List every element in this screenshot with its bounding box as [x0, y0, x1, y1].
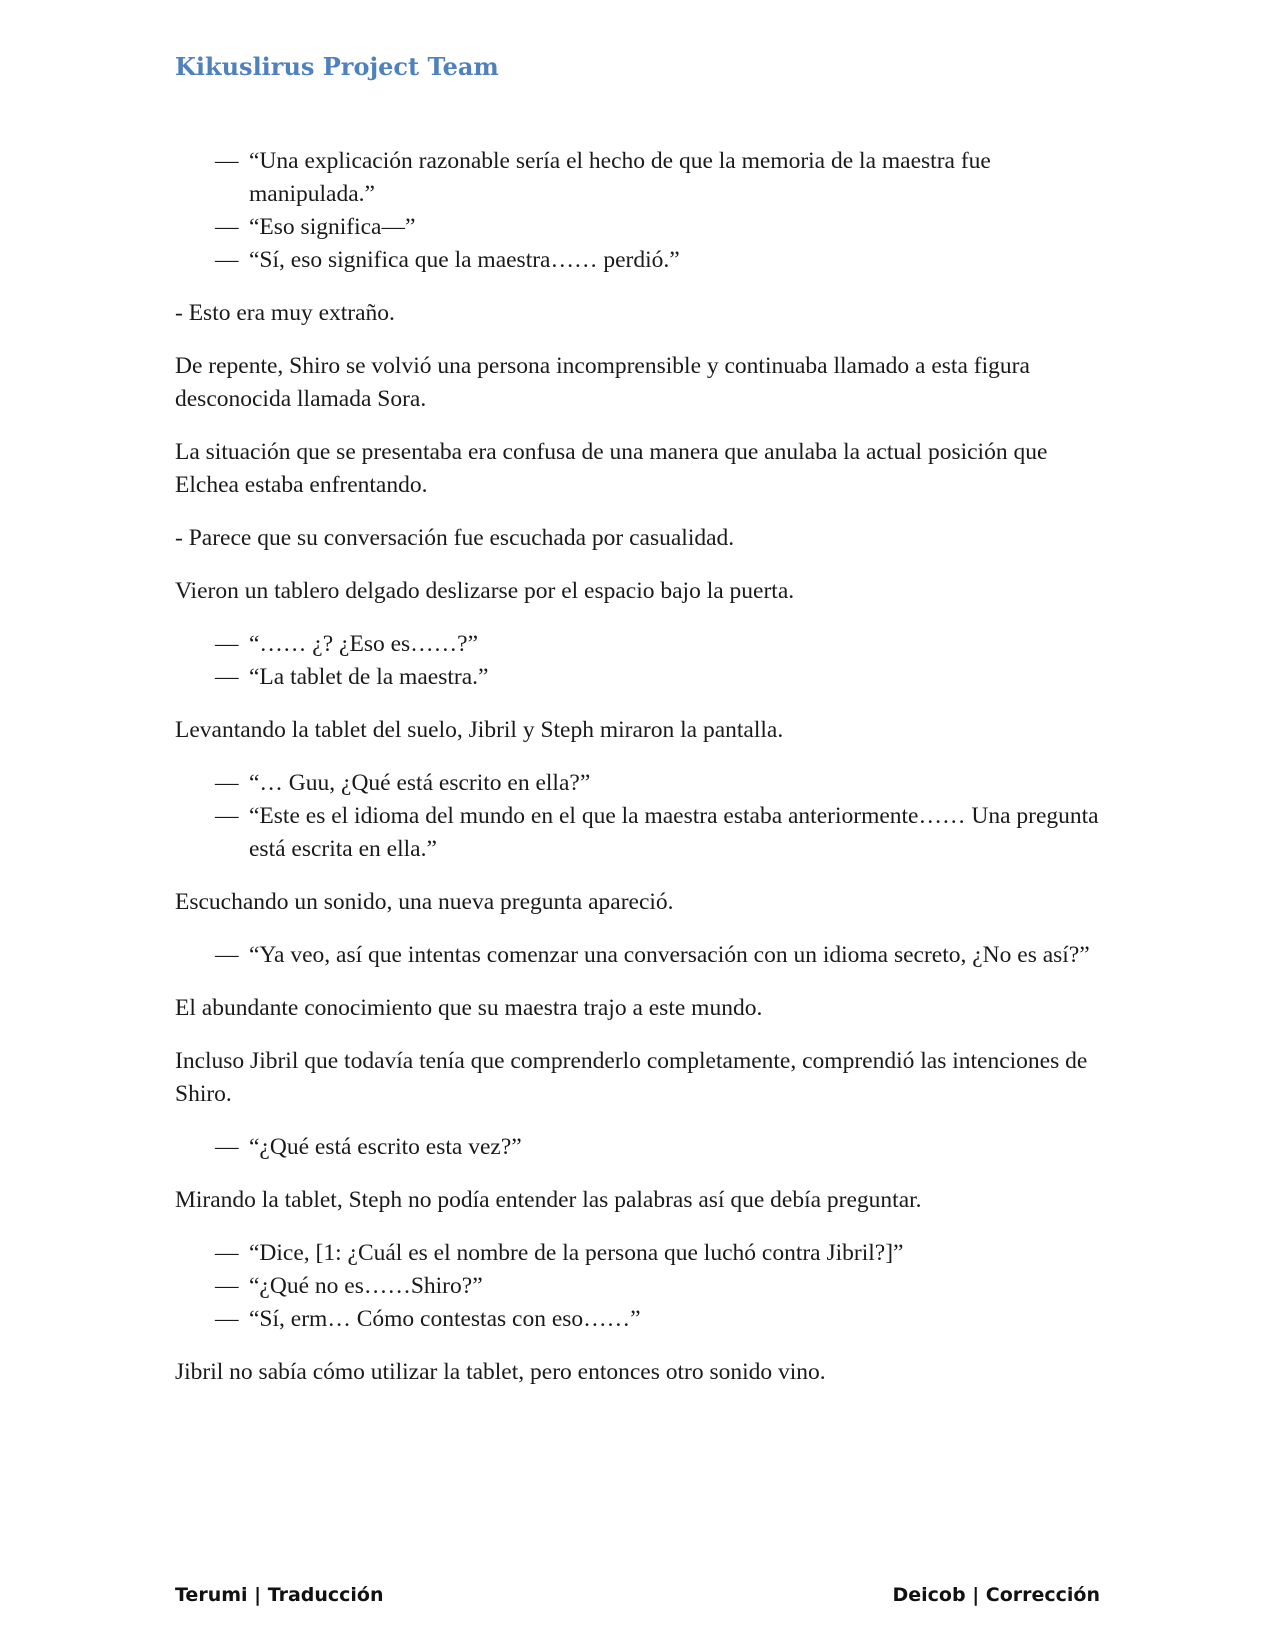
paragraph: De repente, Shiro se volvió una persona incomprensible y continuaba llamado a esta figura desconocida llamada Sora. — [175, 353, 1030, 412]
dash-bullet: — — [215, 1306, 239, 1332]
paragraph: Escuchando un sonido, una nueva pregunta apareció. — [175, 889, 674, 915]
dialogue-line — [175, 1303, 1100, 1336]
dialogue-text: “¿Qué está escrito esta vez?” — [249, 1134, 522, 1160]
dialogue-line — [175, 244, 1100, 277]
paragraph: Vieron un tablero delgado deslizarse por el espacio bajo la puerta. — [175, 578, 795, 604]
dialogue-line — [175, 661, 1100, 694]
dialogue-line — [175, 767, 1100, 800]
dialogue-line — [175, 800, 1100, 866]
dialogue-text: “Eso significa—” — [249, 214, 416, 240]
dialogue-list — [175, 939, 1100, 972]
paragraph: Mirando la tablet, Steph no podía entender las palabras así que debía preguntar. — [175, 1187, 922, 1213]
paragraph: - Esto era muy extraño. — [175, 300, 395, 326]
dialogue-line — [175, 1270, 1100, 1303]
page-footer — [175, 1584, 1100, 1606]
paragraph: El abundante conocimiento que su maestra trajo a este mundo. — [175, 995, 763, 1021]
dialogue-text: “Sí, eso significa que la maestra…… perdió.” — [249, 247, 680, 273]
dialogue-text: “Una explicación razonable sería el hecho de que la memoria de la maestra fue manipulada.” — [249, 148, 991, 207]
paragraph: La situación que se presentaba era confusa de una manera que anulaba la actual posición que Elchea estaba enfrentando. — [175, 439, 1048, 498]
dialogue-line — [175, 211, 1100, 244]
dialogue-line — [175, 145, 1100, 211]
paragraph: - Parece que su conversación fue escuchada por casualidad. — [175, 525, 735, 551]
dash-bullet: — — [215, 770, 239, 796]
dash-bullet: — — [215, 247, 239, 273]
footer-translation-credit: Terumi | Traducción — [175, 1584, 384, 1606]
dash-bullet: — — [215, 1240, 239, 1266]
dialogue-line — [175, 1237, 1100, 1270]
dialogue-line — [175, 939, 1100, 972]
dialogue-text: “¿Qué no es……Shiro?” — [249, 1273, 483, 1299]
dialogue-text: “Este es el idioma del mundo en el que la maestra estaba anteriormente…… Una pregunta está escrita en ella.” — [249, 803, 1099, 862]
dash-bullet: — — [215, 664, 239, 690]
dialogue-text: “…… ¿? ¿Eso es……?” — [249, 631, 479, 657]
dash-bullet: — — [215, 803, 239, 829]
dialogue-list — [175, 1237, 1100, 1336]
page-header-title: Kikuslirus Project Team — [175, 52, 499, 81]
dialogue-line — [175, 1131, 1100, 1164]
document-body — [175, 145, 1100, 1409]
dialogue-list — [175, 145, 1100, 277]
dialogue-text: “… Guu, ¿Qué está escrito en ella?” — [249, 770, 591, 796]
dialogue-list — [175, 1131, 1100, 1164]
dialogue-text: “La tablet de la maestra.” — [249, 664, 489, 690]
dash-bullet: — — [215, 1134, 239, 1160]
dash-bullet: — — [215, 148, 239, 174]
dash-bullet: — — [215, 942, 239, 968]
dialogue-line — [175, 628, 1100, 661]
dash-bullet: — — [215, 214, 239, 240]
dialogue-list — [175, 628, 1100, 694]
paragraph: Levantando la tablet del suelo, Jibril y Steph miraron la pantalla. — [175, 717, 784, 743]
paragraph: Incluso Jibril que todavía tenía que comprenderlo completamente, comprendió las intenciones de Shiro. — [175, 1048, 1088, 1107]
dialogue-text: “Dice, [1: ¿Cuál es el nombre de la persona que luchó contra Jibril?]” — [249, 1240, 904, 1266]
footer-correction-credit: Deicob | Corrección — [892, 1584, 1100, 1606]
dash-bullet: — — [215, 631, 239, 657]
dialogue-text: “Ya veo, así que intentas comenzar una conversación con un idioma secreto, ¿No es así?” — [249, 942, 1090, 968]
paragraph: Jibril no sabía cómo utilizar la tablet, pero entonces otro sonido vino. — [175, 1359, 826, 1385]
dialogue-text: “Sí, erm… Cómo contestas con eso……” — [249, 1306, 641, 1332]
dialogue-list — [175, 767, 1100, 866]
dash-bullet: — — [215, 1273, 239, 1299]
